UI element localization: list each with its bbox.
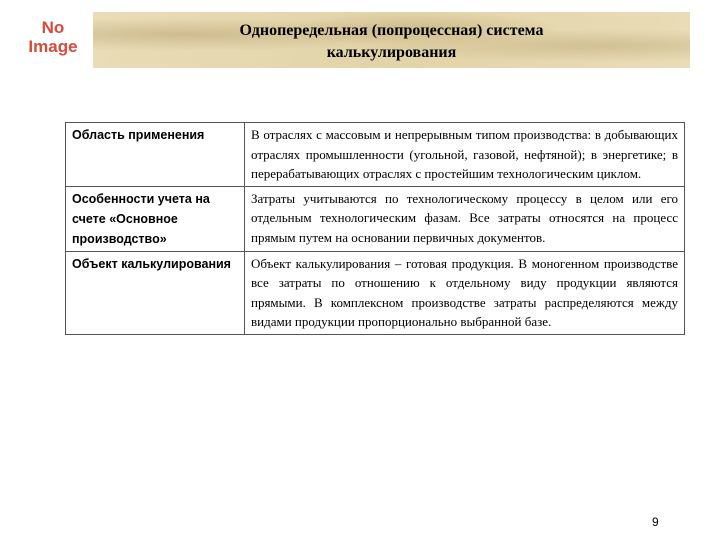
row-text-application-area: В отраслях с массовым и непрерывным типом производства: в добывающих отраслях промышленности (угольной, газовой, нефтяной); в энергетике; в перерабатывающих отраслях с простейшим технологическим циклом. — [245, 123, 685, 187]
row-text-accounting-features: Затраты учитываются по технологическому процессу в целом или его отдельным технологическим фазам. Все затраты относятся на процесс прямым путем на основании первичных документов. — [245, 186, 685, 251]
table-row — [66, 251, 685, 334]
row-label-accounting-features: Особенности учета на счете «Основное производство» — [66, 186, 245, 251]
logo-line-2: Image — [28, 37, 78, 56]
row-text-costing-object: Объект калькулирования – готовая продукция. В моногенном производстве все затраты по отношению к отдельному виду продукции являются прямыми. В комплексном производстве затраты распределяются между видами продукции пропорционально выбранной базе. — [245, 251, 685, 334]
slide-title-line-2: калькулирования — [326, 44, 457, 61]
row-label-application-area: Область применения — [66, 123, 245, 187]
slide-title-line-1: Однопередельная (попроцессная) система — [239, 22, 544, 39]
content-table — [65, 122, 685, 335]
row-label-costing-object: Объект калькулирования — [66, 251, 245, 334]
logo-line-1: No — [41, 18, 65, 37]
slide-title — [93, 20, 690, 64]
page-number: 9 — [652, 515, 659, 529]
table-row — [66, 186, 685, 251]
table-row — [66, 123, 685, 187]
slide-header — [93, 12, 690, 68]
no-image-logo — [14, 12, 92, 68]
